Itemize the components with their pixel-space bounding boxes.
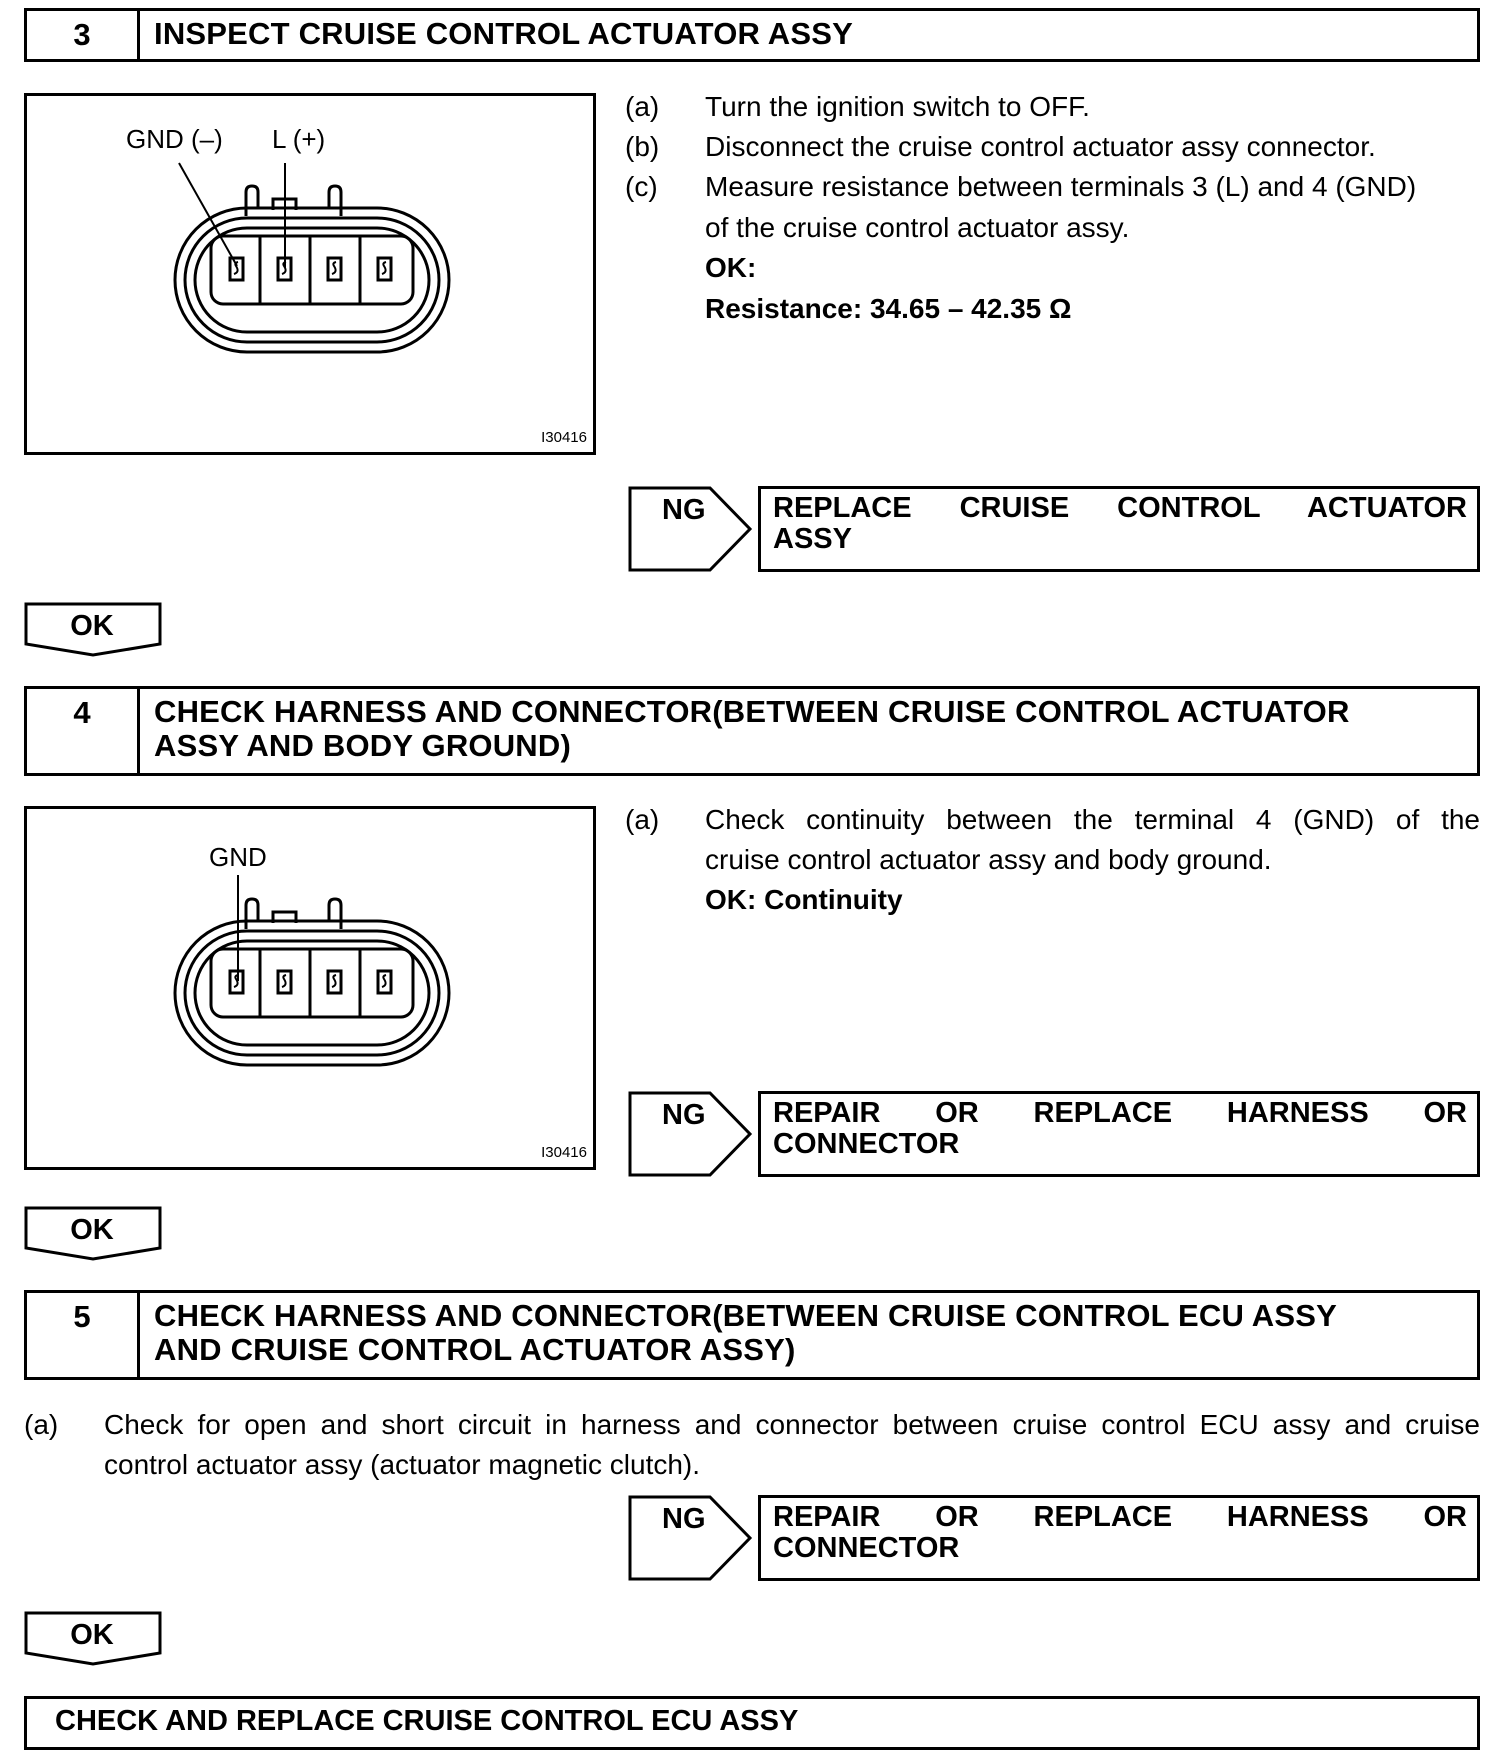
ok-tab <box>24 1206 164 1262</box>
instruction-marker: (c) <box>625 171 658 202</box>
figure-id: I30416 <box>541 429 587 446</box>
step-title <box>154 1299 1467 1367</box>
final-action-box <box>24 1696 1480 1750</box>
ok-label: OK <box>70 1214 114 1246</box>
instruction-text: Check for open and short circuit in harness and connector between cruise control ECU assy and cruise <box>104 1409 1480 1440</box>
ok-tab <box>24 1611 164 1667</box>
step-5-header <box>24 1290 1480 1380</box>
step-title <box>154 695 1467 763</box>
ok-tab <box>24 602 164 658</box>
step-title-line2: ASSY AND BODY GROUND) <box>154 728 572 763</box>
gnd-label: GND <box>209 842 267 872</box>
spec-resistance: Resistance: 34.65 – 42.35 Ω <box>705 293 1072 324</box>
ng-result-line2: CONNECTOR <box>773 1532 960 1564</box>
ng-arrow <box>628 1495 756 1581</box>
step-number: 4 <box>27 689 140 773</box>
step-title-line2: AND CRUISE CONTROL ACTUATOR ASSY) <box>154 1332 796 1367</box>
ok-label: OK <box>70 610 114 642</box>
ng-result-text <box>773 1098 1467 1160</box>
step-title: INSPECT CRUISE CONTROL ACTUATOR ASSY <box>154 16 854 51</box>
ng-result-line1: REPAIR OR REPLACE HARNESS OR <box>773 1097 1467 1129</box>
instruction-marker: (a) <box>24 1409 59 1440</box>
step-4-header <box>24 686 1480 776</box>
instruction-text-cont: cruise control actuator assy and body ground. <box>705 844 1272 875</box>
ok-label: OK <box>70 1619 114 1651</box>
l-label: L (+) <box>272 124 326 154</box>
gnd-label: GND (–) <box>126 124 223 154</box>
connector-figure <box>24 93 596 455</box>
ng-label: NG <box>662 494 706 526</box>
connector-diagram <box>27 809 593 1167</box>
ng-result-line2: CONNECTOR <box>773 1128 960 1160</box>
instruction-text: Check continuity between the terminal 4 (GND) of the <box>705 804 1480 835</box>
ng-label: NG <box>662 1503 706 1535</box>
figure-id: I30416 <box>541 1144 587 1161</box>
instruction-marker: (b) <box>625 131 660 162</box>
ng-result-line2: ASSY <box>773 523 852 555</box>
step-number: 5 <box>27 1293 140 1377</box>
instruction-text: Disconnect the cruise control actuator assy connector. <box>705 131 1376 162</box>
ng-arrow <box>628 486 756 572</box>
instruction-marker: (a) <box>625 91 660 122</box>
final-action-text: CHECK AND REPLACE CRUISE CONTROL ECU ASSY <box>55 1705 799 1737</box>
ng-label: NG <box>662 1099 706 1131</box>
step-number: 3 <box>27 11 140 59</box>
instruction-text-cont: of the cruise control actuator assy. <box>705 212 1130 243</box>
ng-result-text <box>773 1502 1467 1564</box>
ok-label: OK: <box>705 252 757 283</box>
instruction-text: Measure resistance between terminals 3 (L) and 4 (GND) <box>705 171 1417 202</box>
step-3-header <box>24 8 1480 62</box>
ng-result-line1: REPLACE CRUISE CONTROL ACTUATOR <box>773 492 1467 524</box>
ng-result-box <box>758 1495 1480 1581</box>
ng-result-text <box>773 493 1467 555</box>
connector-figure <box>24 806 596 1170</box>
ng-result-box <box>758 486 1480 572</box>
ng-result-box <box>758 1091 1480 1177</box>
instruction-marker: (a) <box>625 804 660 835</box>
instruction-text-cont: control actuator assy (actuator magnetic clutch). <box>104 1449 701 1480</box>
step-title-line1: CHECK HARNESS AND CONNECTOR(BETWEEN CRUISE CONTROL ACTUATOR <box>154 694 1350 729</box>
ng-result-line1: REPAIR OR REPLACE HARNESS OR <box>773 1501 1467 1533</box>
spec-continuity: OK: Continuity <box>705 884 903 915</box>
step-title-line1: CHECK HARNESS AND CONNECTOR(BETWEEN CRUISE CONTROL ECU ASSY <box>154 1298 1337 1333</box>
instruction-text: Turn the ignition switch to OFF. <box>705 91 1090 122</box>
ng-arrow <box>628 1091 756 1177</box>
